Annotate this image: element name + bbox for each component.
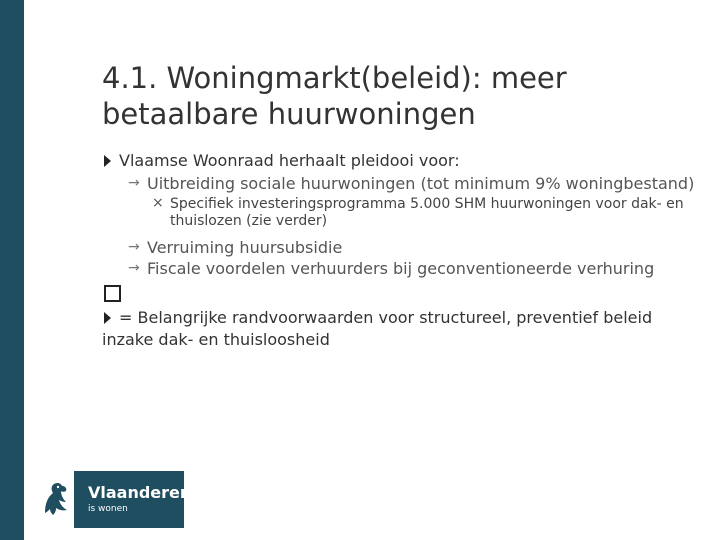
- flemish-lion-icon: [39, 479, 73, 519]
- cross-bullet-icon: ×: [152, 195, 164, 211]
- checkbox-row: [102, 279, 702, 305]
- bullet-text: = Belangrijke randvoorwaarden voor structureel, preventief beleid inzake dak- en thuisloosheid: [102, 308, 653, 349]
- bullet-item: [102, 150, 702, 172]
- logo-mark: [37, 471, 74, 528]
- vlaanderen-logo: [37, 471, 192, 528]
- detail-bullet-text: Specifiek investeringsprogramma 5.000 SHM huurwoningen voor dak- en thuislozen (zie verder): [170, 196, 684, 229]
- arrow-bullet-icon: →: [128, 175, 140, 191]
- sub-bullet-text: Fiscale voordelen verhuurders bij geconventioneerde verhuring: [147, 259, 655, 278]
- triangle-bullet-icon: [104, 312, 111, 324]
- sub-bullet-text: Verruiming huursubsidie: [147, 238, 343, 257]
- bullet-text: Vlaamse Woonraad herhaalt pleidooi voor:: [119, 151, 460, 170]
- bullet-item: [102, 307, 702, 351]
- logo-subtitle: is wonen: [88, 504, 128, 514]
- triangle-bullet-icon: [104, 155, 111, 167]
- detail-bullet-item: [102, 196, 702, 230]
- slide-content: [102, 150, 702, 351]
- sub-bullet-text: Uitbreiding sociale huurwoningen (tot minimum 9% woningbestand): [147, 174, 695, 193]
- slide-title: 4.1. Woningmarkt(beleid): meer betaalbare huurwoningen: [102, 61, 567, 131]
- left-accent-band: [0, 0, 24, 540]
- arrow-bullet-icon: →: [128, 260, 140, 276]
- sub-bullet-item: [102, 237, 702, 258]
- empty-square-icon: [104, 285, 121, 302]
- arrow-bullet-icon: →: [128, 239, 140, 255]
- sub-bullet-item: [102, 258, 702, 279]
- sub-bullet-item: [102, 173, 702, 194]
- logo-name: Vlaanderen: [88, 483, 192, 502]
